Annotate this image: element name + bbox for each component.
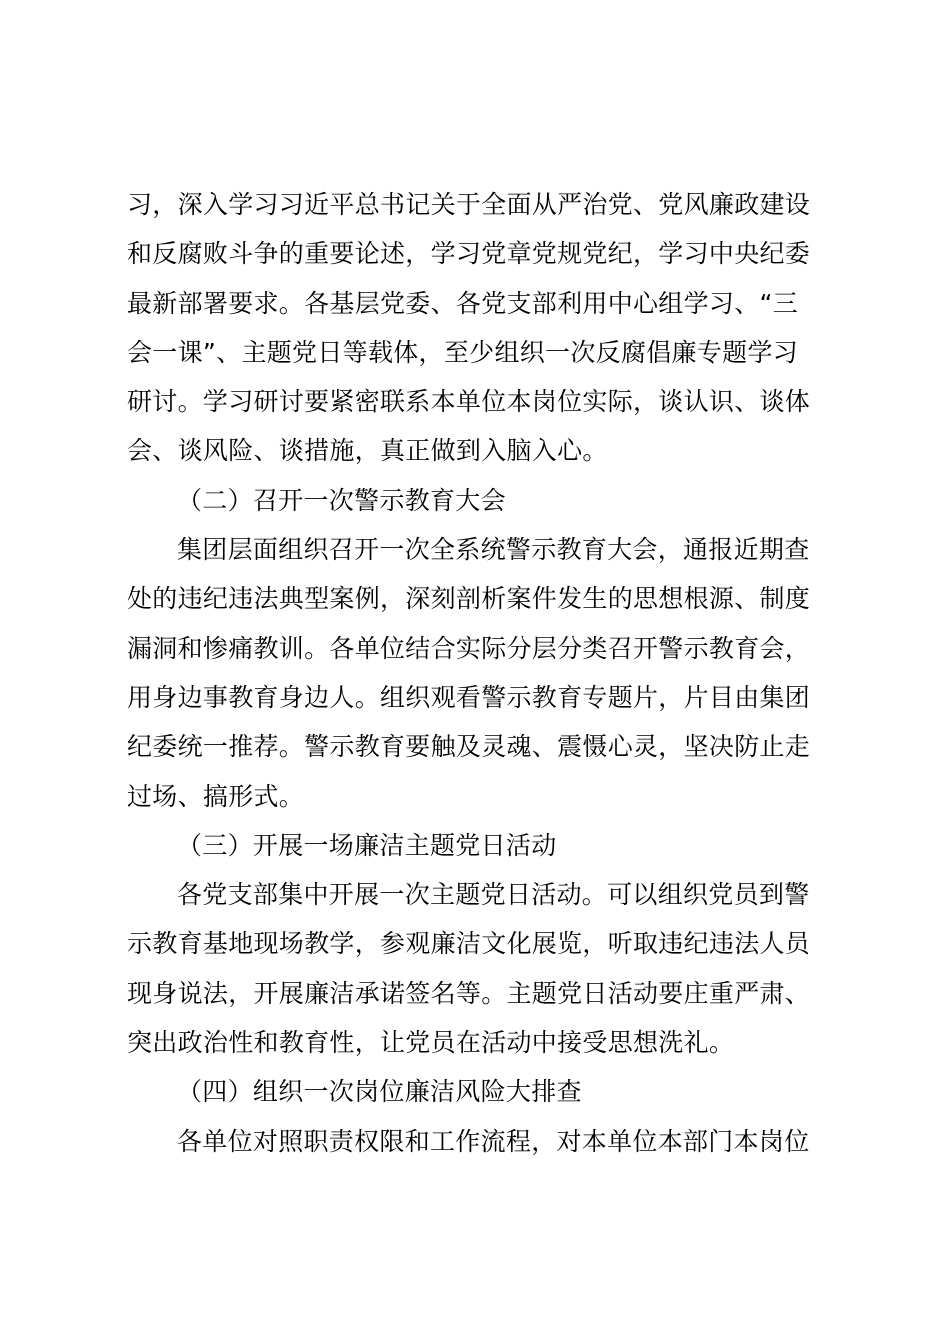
body-line: 示教育基地现场教学，参观廉洁文化展览，听取违纪违法人员 bbox=[127, 929, 811, 959]
body-line: 最新部署要求。各基层党委、各党支部利用中心组学习、“三 bbox=[127, 288, 799, 318]
section-heading: （二）召开一次警示教育大会 bbox=[177, 485, 506, 515]
paragraph-first-line: 各单位对照职责权限和工作流程，对本单位本部门本岗位 bbox=[177, 1126, 810, 1156]
section-heading: （四）组织一次岗位廉洁风险大排查 bbox=[177, 1077, 582, 1107]
body-line: 研讨。学习研讨要紧密联系本单位本岗位实际，谈认识、谈体 bbox=[127, 387, 811, 417]
paragraph-first-line: 集团层面组织召开一次全系统警示教育大会，通报近期查 bbox=[177, 535, 810, 565]
body-line: 过场、搞形式。 bbox=[127, 781, 305, 811]
paragraph-first-line: 各党支部集中开展一次主题党日活动。可以组织党员到警 bbox=[177, 880, 810, 910]
section-heading: （三）开展一场廉洁主题党日活动 bbox=[177, 830, 557, 860]
body-line: 处的违纪违法典型案例，深刻剖析案件发生的思想根源、制度 bbox=[127, 584, 811, 614]
body-line: 会一课”、主题党日等载体，至少组织一次反腐倡廉专题学习 bbox=[127, 337, 799, 367]
body-line: 会、谈风险、谈措施，真正做到入脑入心。 bbox=[127, 436, 608, 466]
body-line: 纪委统一推荐。警示教育要触及灵魂、震慑心灵，坚决防止走 bbox=[127, 732, 811, 762]
body-line: 漏洞和惨痛教训。各单位结合实际分层分类召开警示教育会， bbox=[127, 633, 811, 663]
document-body bbox=[127, 180, 837, 1166]
body-line: 现身说法，开展廉洁承诺签名等。主题党日活动要庄重严肃、 bbox=[127, 978, 811, 1008]
body-line: 习，深入学习习近平总书记关于全面从严治党、党风廉政建设 bbox=[127, 190, 811, 219]
body-line: 和反腐败斗争的重要论述，学习党章党规党纪，学习中央纪委 bbox=[127, 239, 811, 269]
body-line: 突出政治性和教育性，让党员在活动中接受思想洗礼。 bbox=[127, 1028, 735, 1058]
body-line: 用身边事教育身边人。组织观看警示教育专题片，片目由集团 bbox=[127, 682, 811, 712]
